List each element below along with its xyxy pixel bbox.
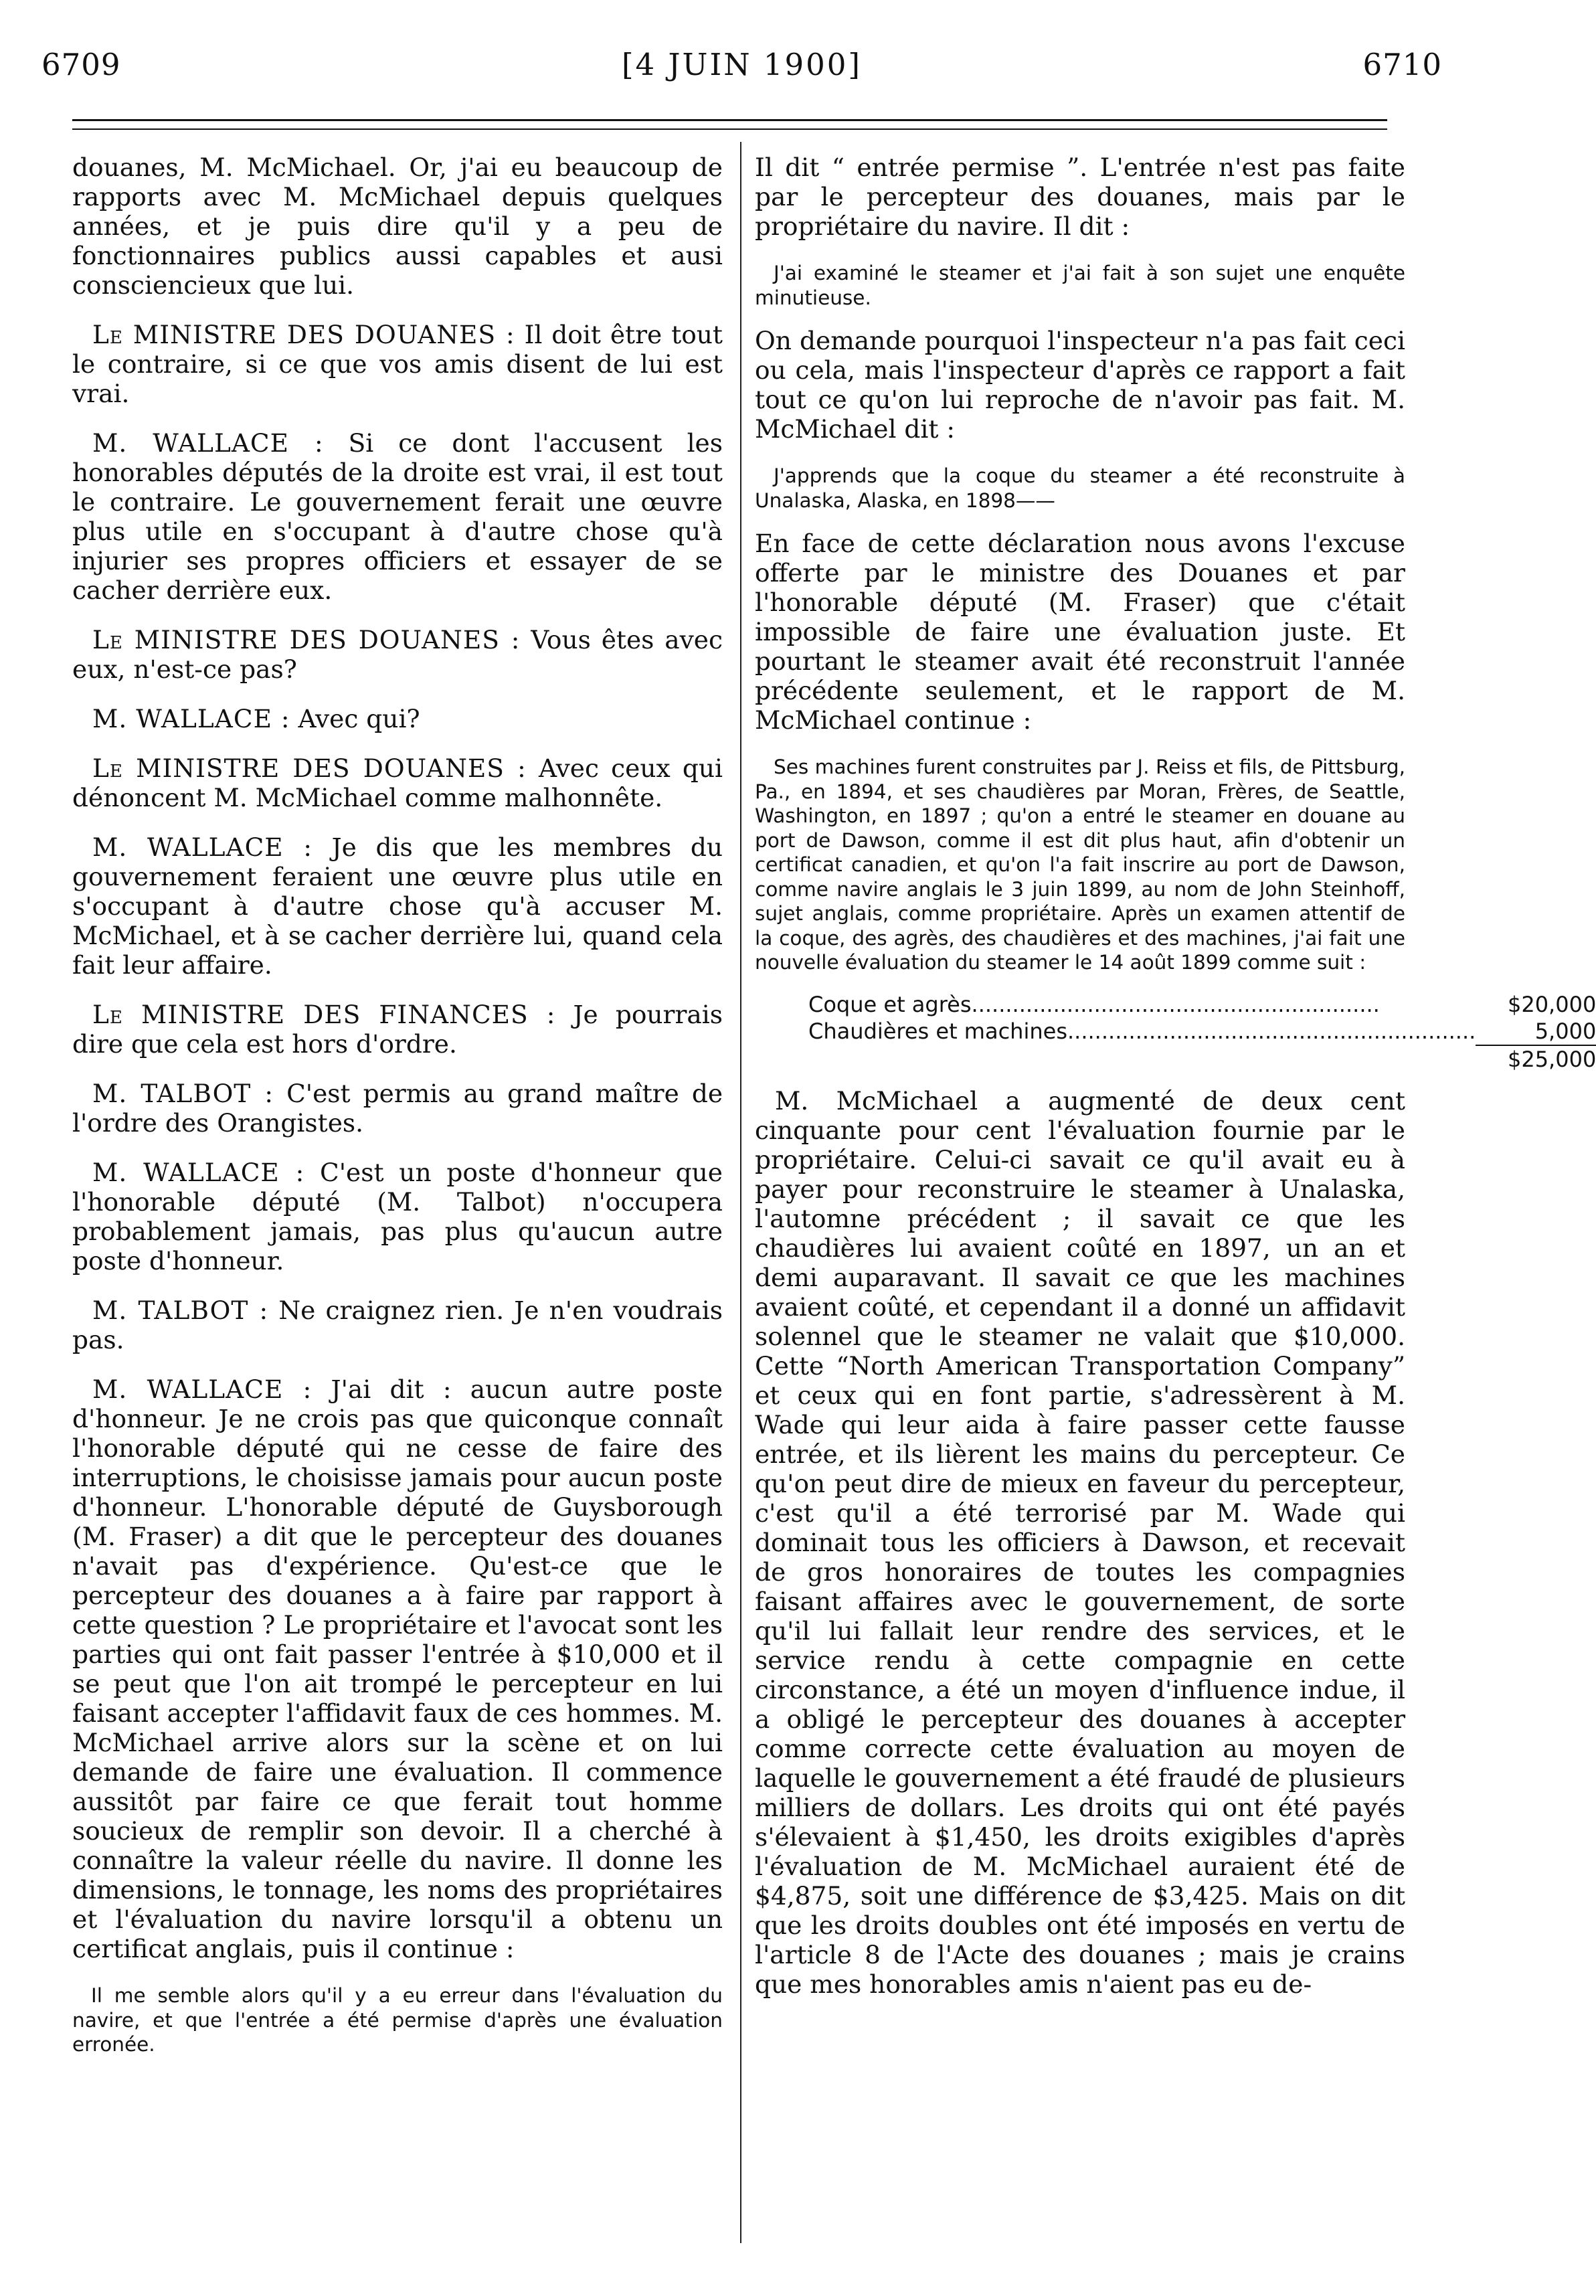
speaker-name: M. WALLACE :	[92, 428, 324, 458]
paragraph-text: Il dit “ entrée permise ”. L'entrée n'est pas faite par le percepteur des douanes, mais par le propriétaire du navire. Il dit :	[755, 153, 1405, 241]
page-number-left: 6709	[41, 47, 121, 82]
paragraph-text: En face de cette déclaration nous avons l'excuse offerte par le ministre des Douanes et par l'honorable député (M. Fraser) que c'était impossible de faire une évaluation juste. Et pourtant le steamer avait été reconstruit l'année précédente seulement, et le rapport de M. McMichael continue :	[755, 529, 1405, 735]
valuation-label-text: Chaudières et machines	[808, 1018, 1067, 1044]
paragraph	[72, 1375, 723, 1963]
paragraph	[755, 153, 1405, 241]
speaker-name: Le MINISTRE DES FINANCES :	[92, 1000, 556, 1029]
speaker-name: Le MINISTRE DES DOUANES :	[92, 320, 515, 349]
paragraph-text: Vous êtes avec eux, n'est-ce pas?	[72, 625, 723, 684]
valuation-label-text: Coque et agrès	[808, 991, 972, 1017]
paragraph-text: Si ce dont l'accusent les honorables députés de la droite est vrai, il est tout le contraire. Le gouvernement ferait une œuvre plus utile en s'occupant à d'autre chose qu'à injurier ses propres officiers et essayer de se cacher derrière eux.	[72, 428, 723, 605]
column-divider	[740, 142, 741, 2243]
quoted-report: J'apprends que la coque du steamer a été reconstruite à Unalaska, Alaska, en 1898——	[755, 464, 1405, 512]
speaker-name: Le MINISTRE DES DOUANES :	[92, 625, 521, 654]
paragraph-text: On demande pourquoi l'inspecteur n'a pas fait ceci ou cela, mais l'inspecteur d'après ce rapport a fait tout ce qu'on lui reproche de n'avoir pas fait. M. McMichael dit :	[755, 326, 1405, 444]
valuation-table	[808, 991, 1596, 1073]
speaker-name: M. TALBOT :	[92, 1079, 274, 1108]
speaker-name: M. TALBOT :	[92, 1296, 269, 1325]
paragraph	[72, 320, 723, 408]
paragraph	[755, 1086, 1405, 1999]
leader-dots: ............................................................	[1067, 1018, 1476, 1044]
speaker-name: M. WALLACE :	[92, 1158, 305, 1187]
quoted-report: Il me semble alors qu'il y a eu erreur dans l'évaluation du navire, et que l'entrée a été permise d'après une évaluation erronée.	[72, 1984, 723, 2056]
right-column	[755, 153, 1596, 2019]
paragraph	[72, 832, 723, 980]
paragraph-text: Avec qui?	[298, 704, 420, 733]
valuation-total: $25,000	[1507, 1046, 1596, 1072]
paragraph-text: C'est permis au grand maître de l'ordre des Orangistes.	[72, 1079, 723, 1138]
paragraph-text: C'est un poste d'honneur que l'honorable député (M. Talbot) n'occupera probablement jamais, pas plus qu'aucun autre poste d'honneur.	[72, 1158, 723, 1275]
paragraph	[72, 1296, 723, 1354]
page-header	[41, 47, 1442, 87]
valuation-row	[808, 1018, 1596, 1045]
quoted-report: J'ai examiné le steamer et j'ai fait à son sujet une enquête minutieuse.	[755, 262, 1405, 309]
valuation-label	[808, 991, 1476, 1018]
paragraph	[72, 1079, 723, 1138]
paragraph-text: Il doit être tout le contraire, si ce que vos amis disent de lui est vrai.	[72, 320, 723, 408]
paragraph	[72, 1158, 723, 1275]
paragraph	[72, 153, 723, 300]
valuation-total-row	[808, 1045, 1596, 1073]
valuation-total-cell	[1476, 1045, 1596, 1073]
speaker-name: M. WALLACE :	[92, 832, 313, 862]
header-rule-thick	[72, 119, 1387, 121]
page-number-right: 6710	[1362, 47, 1442, 82]
speaker-name: M. WALLACE :	[92, 1375, 313, 1404]
paragraph	[72, 625, 723, 684]
leader-dots: ............................................................	[971, 991, 1380, 1017]
paragraph	[72, 428, 723, 605]
header-rule-thin	[72, 128, 1387, 130]
paragraph-text: Avec ceux qui dénoncent M. McMichael comme malhonnête.	[72, 754, 723, 812]
paragraph-text: Je dis que les membres du gouvernement feraient une œuvre plus utile en s'occupant à d'autre chose qu'à accuser M. McMichael, et à se cacher derrière lui, quand cela fait leur affaire.	[72, 832, 723, 980]
quoted-report: Ses machines furent construites par J. Reiss et fils, de Pittsburg, Pa., en 1894, et ses chaudières par Moran, Frères, de Seattle, Washington, en 1897 ; qu'on a entré le steamer en douane au port de Dawson, comme il est dit plus haut, afin d'obtenir un certificat canadien, et qu'on l'a fait inscrire au port de Dawson, comme navire anglais le 3 juin 1899, au nom de John Steinhoff, sujet anglais, comme propriétaire. Après un examen attentif de la coque, des agrès, des chaudières et des machines, j'ai fait une nouvelle évaluation du steamer le 14 août 1899 comme suit :	[755, 756, 1405, 974]
paragraph-text: M. McMichael a augmenté de deux cent cinquante pour cent l'évaluation fournie par le propriétaire. Celui-ci savait ce qu'il avait eu à payer pour reconstruire le steamer à Unalaska, l'automne précédent ; il savait ce que les chaudières lui avaient coûté en 1897, un an et demi auparavant. Il savait ce que les machines avaient coûté, et cependant il a donné un affidavit solennel que le steamer ne valait que $10,000. Cette “North American Transportation Company” et ceux qui en font partie, s'adressèrent à M. Wade qui leur aida à faire passer cette fausse entrée, et ils lièrent les mains du percepteur. Ce qu'on peut dire de mieux en faveur du percepteur, c'est qu'il a été terrorisé par M. Wade qui dominait tous les officiers à Dawson, et recevait de gros honoraires de toutes les compagnies faisant affaires avec le gouvernement, de sorte qu'il lui fallait leur rendre des services, et le service rendu à cette compagnie en cette circonstance, a été un moyen d'influence indue, il a obligé le percepteur des douanes à accepter comme correcte cette évaluation au moyen de laquelle le gouvernement a été fraudé de plusieurs milliers de dollars. Les droits qui ont été payés s'élevaient à $1,450, les droits exigibles d'après l'évaluation de M. McMichael auraient été de $4,875, soit une différence de $3,425. Mais on dit que les droits doubles ont été imposés en vertu de l'article 8 de l'Acte des douanes ; mais je crains que mes honorables amis n'aient pas eu de-	[755, 1085, 1405, 1999]
paragraph-text: douanes, M. McMichael. Or, j'ai eu beaucoup de rapports avec M. McMichael depuis quelques années, et je puis dire qu'il y a peu de fonctionnaires publics aussi capables et ausi consciencieux que lui.	[72, 153, 723, 300]
valuation-amount: $20,000	[1507, 991, 1596, 1017]
paragraph	[72, 754, 723, 812]
paragraph	[755, 529, 1405, 735]
left-column	[72, 153, 723, 2073]
speaker-name: Le MINISTRE DES DOUANES :	[92, 754, 527, 783]
speaker-name: M. WALLACE :	[92, 704, 290, 733]
paragraph-text: J'ai dit : aucun autre poste d'honneur. Je ne crois pas que quiconque connaît l'honorable député qui ne cesse de faire des interruptions, le choisisse jamais pour aucun poste d'honneur. L'honorable député de Guysborough (M. Fraser) a dit que le percepteur des douanes n'avait pas d'expérience. Qu'est-ce que le percepteur des douanes a à faire par rapport à cette question ? Le propriétaire et l'avocat sont les parties qui ont fait passer l'entrée à $10,000 et il se peut que l'on ait trompé le percepteur en lui faisant accepter l'affidavit faux de ces hommes. M. McMichael arrive alors sur la scène et on lui demande de faire une évaluation. Il commence aussitôt par faire ce que ferait tout homme soucieux de remplir son devoir. Il a cherché à connaître la valeur réelle du navire. Il donne les dimensions, le tonnage, les noms des propriétaires et l'évaluation du navire lorsqu'il a obtenu un certificat anglais, puis il continue :	[72, 1375, 723, 1963]
paragraph-text: Je pourrais dire que cela est hors d'ordre.	[72, 1000, 723, 1059]
valuation-amount: 5,000	[1534, 1018, 1596, 1044]
valuation-total-spacer	[808, 1045, 1476, 1073]
valuation-row	[808, 991, 1596, 1018]
paragraph	[72, 1000, 723, 1059]
valuation-label	[808, 1018, 1476, 1045]
paragraph-text: Ne craignez rien. Je n'en voudrais pas.	[72, 1296, 723, 1354]
paragraph	[755, 326, 1405, 444]
paragraph	[72, 704, 723, 733]
header-date: [4 JUIN 1900]	[622, 47, 862, 82]
